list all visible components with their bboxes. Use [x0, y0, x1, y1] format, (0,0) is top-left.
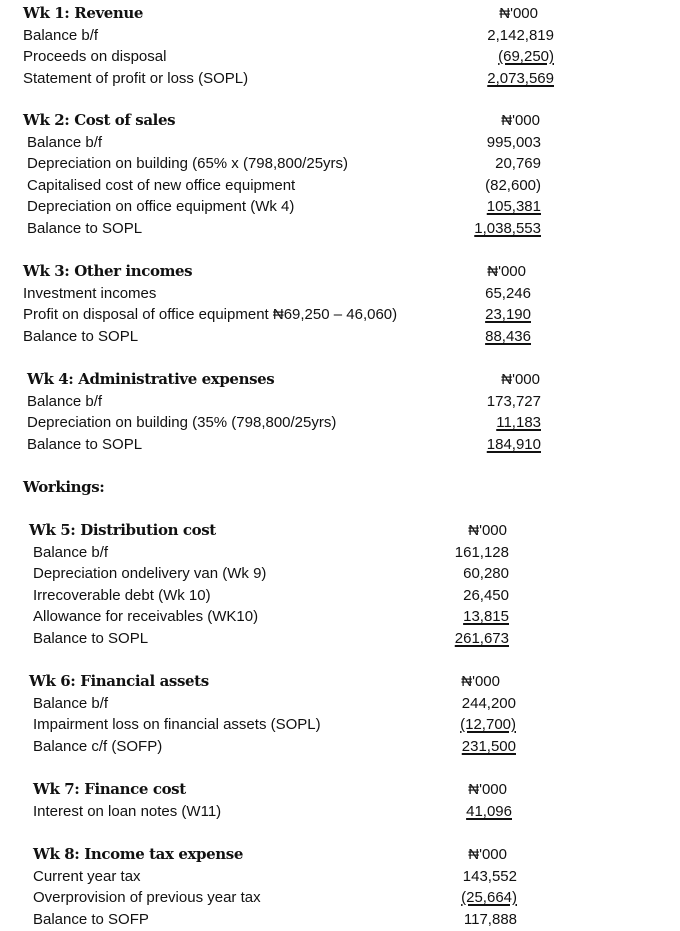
section-title: Wk 5: Distribution cost: [29, 521, 216, 539]
currency-unit-label: ₦'000: [487, 263, 526, 280]
line-item-row: [0, 563, 680, 584]
line-item-amount: 26,450: [463, 586, 509, 604]
line-item-amount: 105,381: [486, 198, 541, 216]
line-item-amount: 20,769: [495, 155, 541, 173]
line-item-row: [0, 887, 680, 908]
line-item-row: [0, 196, 680, 217]
line-item-amount: 995,003: [486, 133, 541, 151]
section-header-row: [0, 844, 680, 865]
line-item-row: [0, 283, 680, 304]
line-item-amount: (25,664): [461, 889, 517, 907]
line-item-amount: 161,128: [454, 543, 509, 561]
section-title: Wk 4: Administrative expenses: [27, 370, 275, 388]
line-item-amount: 143,552: [462, 867, 517, 885]
line-item-row: [0, 304, 680, 325]
line-item-amount: 2,142,819: [487, 26, 554, 44]
line-item-label: Balance b/f: [27, 392, 103, 410]
line-item-label: Statement of profit or loss (SOPL): [23, 69, 249, 87]
line-item-label: Depreciation on office equipment (Wk 4): [27, 198, 295, 216]
line-item-row: [0, 68, 680, 89]
line-item-label: Overprovision of previous year tax: [33, 889, 261, 907]
currency-unit-label: ₦'000: [468, 846, 507, 863]
line-item-amount: 11,183: [496, 414, 541, 432]
line-item-amount: 2,073,569: [487, 69, 554, 87]
line-item-row: [0, 132, 680, 153]
line-item-label: Investment incomes: [23, 284, 157, 302]
line-item-label: Depreciation on building (65% x (798,800/25yrs): [27, 155, 349, 173]
line-item-label: Balance to SOPL: [23, 327, 139, 345]
line-item-amount: 23,190: [485, 306, 531, 324]
line-item-label: Proceeds on disposal: [23, 48, 167, 66]
line-item-row: [0, 909, 680, 930]
line-item-label: Irrecoverable debt (Wk 10): [33, 586, 211, 604]
line-item-amount: 261,673: [454, 630, 509, 647]
line-item-amount: 184,910: [486, 435, 541, 453]
line-item-label: Balance b/f: [27, 133, 103, 151]
line-item-label: Balance b/f: [33, 543, 109, 561]
currency-unit-label: ₦'000: [501, 371, 540, 388]
line-item-amount: 60,280: [463, 565, 509, 583]
section-header-row: [0, 369, 680, 390]
line-item-amount: (69,250): [498, 48, 554, 66]
line-item-row: [0, 391, 680, 412]
line-item-label: Profit on disposal of office equipment ₦69,250 – 46,060): [23, 306, 398, 324]
line-item-label: Allowance for receivables (WK10): [33, 608, 259, 626]
line-item-label: Balance to SOFP: [33, 910, 149, 928]
line-item-label: Depreciation on building (35% (798,800/25yrs): [27, 414, 337, 432]
section-header-row: [0, 3, 680, 24]
section-header-row: [0, 671, 680, 692]
line-item-row: [0, 693, 680, 714]
section-title: Wk 6: Financial assets: [29, 672, 209, 690]
line-item-row: [0, 628, 680, 649]
line-item-label: Depreciation ondelivery van (Wk 9): [33, 565, 267, 583]
section-title: Wk 8: Income tax expense: [33, 845, 243, 863]
section-header-row: [0, 520, 680, 541]
section-title: Wk 2: Cost of sales: [23, 111, 176, 129]
line-item-label: Current year tax: [33, 867, 141, 885]
section-header-row: [0, 779, 680, 800]
line-item-amount: 1,038,553: [474, 220, 541, 237]
line-item-row: [0, 542, 680, 563]
section-title: Wk 7: Finance cost: [33, 780, 186, 798]
line-item-label: Capitalised cost of new office equipment: [27, 176, 296, 194]
line-item-row: [0, 175, 680, 196]
currency-unit-label: ₦'000: [468, 781, 507, 798]
line-item-row: [0, 714, 680, 735]
line-item-label: Balance b/f: [23, 26, 99, 44]
currency-unit-label: ₦'000: [468, 522, 507, 539]
line-item-row: [0, 326, 680, 347]
line-item-label: Balance to SOPL: [27, 435, 143, 453]
section-header-row: [0, 110, 680, 131]
line-item-amount: 41,096: [466, 802, 512, 820]
line-item-amount: 65,246: [485, 284, 531, 302]
currency-unit-label: ₦'000: [461, 673, 500, 690]
line-item-row: [0, 585, 680, 606]
line-item-label: Balance to SOPL: [33, 630, 149, 647]
line-item-row: [0, 866, 680, 887]
line-item-amount: 244,200: [461, 694, 516, 712]
line-item-row: [0, 801, 680, 822]
line-item-row: [0, 46, 680, 67]
currency-unit-label: ₦'000: [499, 5, 538, 22]
section-title: Wk 1: Revenue: [23, 4, 144, 22]
section-header-row: [0, 261, 680, 282]
line-item-amount: 117,888: [463, 910, 517, 928]
currency-unit-label: ₦'000: [501, 112, 540, 129]
line-item-label: Balance b/f: [33, 694, 109, 712]
line-item-row: [0, 218, 680, 239]
line-item-amount: 88,436: [485, 327, 531, 345]
line-item-amount: (82,600): [485, 176, 541, 194]
line-item-row: [0, 736, 680, 757]
workings-heading: Workings:: [23, 478, 105, 496]
line-item-row: [0, 434, 680, 455]
line-item-amount: 231,500: [461, 737, 516, 755]
section-title: Wk 3: Other incomes: [23, 262, 193, 280]
line-item-amount: 13,815: [463, 608, 509, 626]
line-item-label: Impairment loss on financial assets (SOPL): [33, 716, 321, 734]
line-item-row: [0, 606, 680, 627]
line-item-row: [0, 153, 680, 174]
line-item-row: [0, 25, 680, 46]
line-item-amount: (12,700): [460, 716, 516, 734]
line-item-label: Balance c/f (SOFP): [33, 737, 163, 755]
line-item-label: Balance to SOPL: [27, 220, 143, 237]
line-item-label: Interest on loan notes (W11): [33, 802, 222, 820]
line-item-amount: 173,727: [486, 392, 541, 410]
line-item-row: [0, 412, 680, 433]
